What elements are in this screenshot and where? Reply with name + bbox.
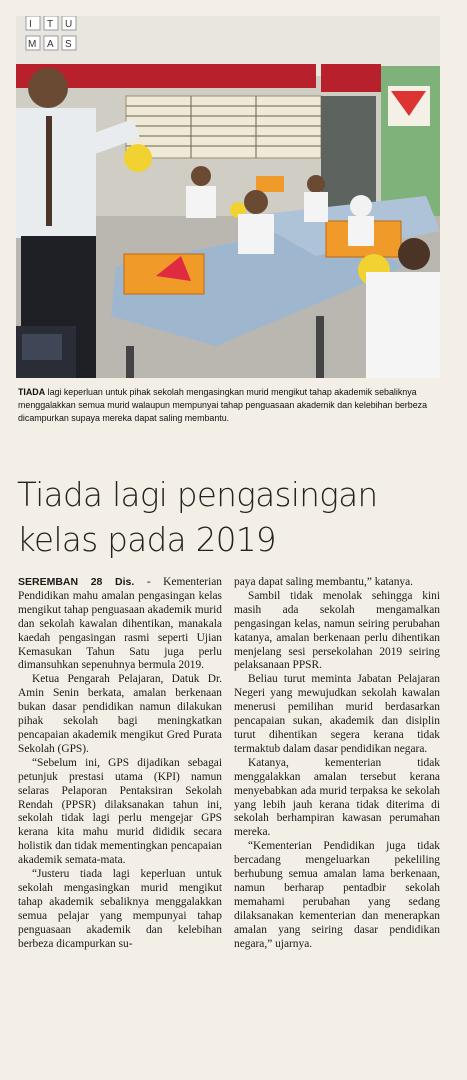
article-paragraph: “Justeru tiada lagi keperluan untuk sekolah mengasingkan murid mengikut tahap akademik sebaliknya menggalakkan semua pelajar yang mempunyai tahap penguasaan akademik dan kelebihan berbeza dicampurkan su- (18, 868, 222, 950)
headline-line-1: Tiada lagi pengasingan (17, 476, 378, 514)
wall-letter: A (47, 39, 54, 50)
caption-text: lagi keperluan untuk pihak sekolah mengasingkan murid mengikut tahap akademik sebaliknya menggalakkan semua murid walaupun mempunyai tahap penguasaan akademik dan kelebihan berbeza dicampurkan supaya mereka dapat saling membantu. (18, 387, 428, 423)
article-column-left (18, 576, 222, 951)
article-paragraph (18, 576, 222, 673)
article-paragraph: Katanya, kementerian tidak menggalakkan amalan tersebut kerana menyebabkan ada murid terpaksa ke sekolah yang lebih jauh kerana tidak diterima di sekolah berhampiran kawasan perumahan mereka. (234, 756, 440, 839)
wall-letter: U (65, 19, 73, 30)
article-column-right (234, 576, 440, 951)
wall-letter: S (65, 39, 72, 50)
photo-caption (18, 386, 438, 425)
headline-line-2: kelas pada 2019 (17, 521, 276, 559)
paragraph-text: - Kementerian Pendidikan mahu amalan pengasingan kelas mengikut tahap penguasaan akademik murid dan sekolah kawalan dihentikan, manakala kaedah pengasingan rasmi seperti Ujian Kemasukan Tahun Satu juga perlu dimansuhkan sepenuhnya bermula 2019. (18, 576, 222, 672)
article-paragraph: “Sebelum ini, GPS dijadikan sebagai petunjuk prestasi utama (KPI) namun selaras Pelaporan Pentaksiran Sekolah Rendah (PPSR) dilaksanakan tahun ini, sekolah tidak lagi perlu mengejar GPS kerana kita mahu murid dididik secara holistik dan tidak mementingkan pencapaian akademik semata-mata. (18, 756, 222, 867)
caption-lead: TIADA (18, 387, 46, 397)
article-paragraph: Beliau turut meminta Jabatan Pelajaran Negeri yang mewujudkan sekolah kawalan menerusi pemilihan murid berdasarkan pencapaian sukan, akademik dan disiplin turut dihentikan segera kerana tidak termaktub dalam dasar pendidikan negara. (234, 673, 440, 755)
article-paragraph: paya dapat saling membantu,” katanya. (234, 576, 414, 588)
article-paragraph: Ketua Pengarah Pelajaran, Datuk Dr. Amin Senin berkata, amalan berkenaan bukan dasar pendidikan namun dilakukan pihak sekolah bagi meningkatkan pencapaian akademik mengikut Gred Purata Sekolah (GPS). (18, 673, 222, 755)
wall-letter: I (29, 19, 32, 30)
wall-letter: T (47, 19, 54, 30)
classroom-photo (16, 16, 440, 378)
dateline: SEREMBAN 28 Dis. (18, 576, 135, 588)
article-paragraph: Sambil tidak menolak sehingga kini masih ada sekolah mengamalkan pengasingan kelas, namun seiring perubahan katanya, amalan berkenaan perlu dihentikan menjelang sesi persekolahan 2019 seiring pelaksanaan PPSR. (234, 589, 440, 672)
article-paragraph: “Kementerian Pendidikan juga tidak bercadang mengeluarkan pekeliling berhubung semua amalan lama berkenaan, namun berharap pentadbir sekolah memahami perubahan yang sedang dilaksanakan kementerian dan menerapkan amalan yang seiring dasar pendidikan negara,” ujarnya. (234, 840, 440, 950)
classroom-illustration (16, 16, 440, 378)
headline (17, 473, 447, 563)
wall-letter: M (28, 39, 37, 50)
